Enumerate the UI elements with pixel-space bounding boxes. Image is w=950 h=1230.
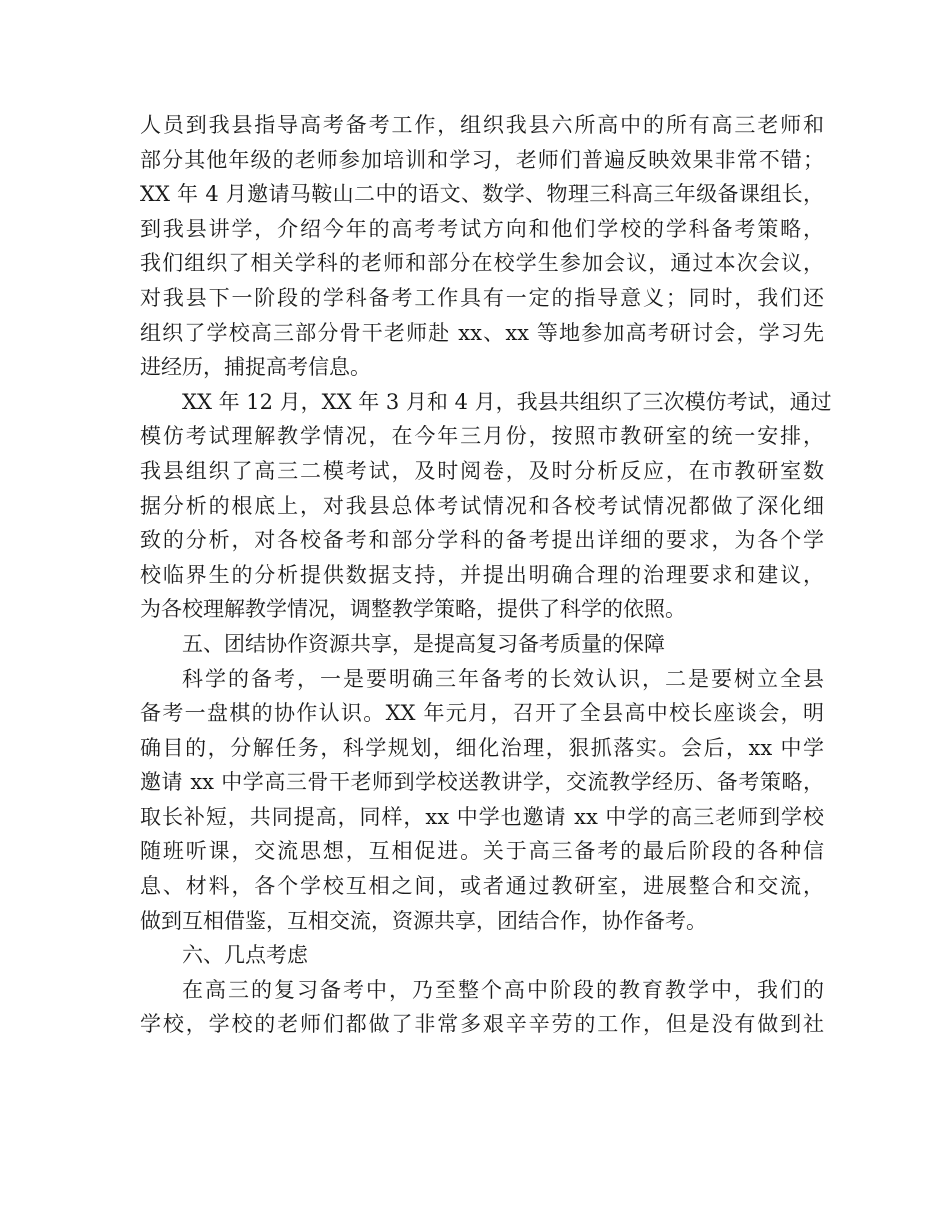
text-line: 据分析的根底上，对我县总体考试情况和各校考试情况都做了深化细 xyxy=(140,493,824,518)
text-line: 进经历，捕捉高考信息。 xyxy=(140,355,371,380)
text-line: 六、几点考虑 xyxy=(182,943,308,968)
text-line: 备考一盘棋的协作认识。XX 年元月，召开了全县高中校长座谈会，明 xyxy=(140,701,824,726)
text-line: 取长补短，共同提高，同样，xx 中学也邀请 xx 中学的高三老师到学校 xyxy=(140,804,824,829)
text-line: 科学的备考，一是要明确三年备考的长效认识，二是要树立全县 xyxy=(182,666,824,691)
text-line: 五、团结协作资源共享，是提高复习备考质量的保障 xyxy=(182,631,665,656)
text-line: 对我县下一阶段的学科备考工作具有一定的指导意义；同时，我们还 xyxy=(140,285,824,310)
text-line: 为各校理解教学情况，调整教学策略，提供了科学的依照。 xyxy=(140,597,686,622)
text-line: 人员到我县指导高考备考工作，组织我县六所高中的所有高三老师和 xyxy=(140,113,824,137)
text-line: 我县组织了高三二模考试，及时阅卷，及时分析反应，在市教研室数 xyxy=(140,458,824,483)
text-line: 做到互相借鉴，互相交流，资源共享，团结合作，协作备考。 xyxy=(140,908,707,933)
text-line: 随班听课，交流思想，互相促进。关于高三备考的最后阶段的各种信 xyxy=(140,839,824,864)
text-line: XX 年 12 月，XX 年 3 月和 4 月，我县共组织了三次模仿考试，通过 xyxy=(182,389,832,414)
text-line: 模仿考试理解教学情况，在今年三月份，按照市教研室的统一安排， xyxy=(140,424,824,449)
text-line: 在高三的复习备考中，乃至整个高中阶段的教育教学中，我们的 xyxy=(182,977,824,1002)
text-line: 致的分析，对各校备考和部分学科的备考提出详细的要求，为各个学 xyxy=(140,528,824,553)
text-line: 学校，学校的老师们都做了非常多艰辛辛劳的工作，但是没有做到社 xyxy=(140,1012,824,1037)
text-line: 息、材料，各个学校互相之间，或者通过教研室，进展整合和交流， xyxy=(140,874,824,899)
text-line: 我们组织了相关学科的老师和部分在校学生参加会议，通过本次会议， xyxy=(140,251,824,276)
text-line: 确目的，分解任务，科学规划，细化治理，狠抓落实。会后，xx 中学 xyxy=(140,735,824,760)
text-line: 组织了学校高三部分骨干老师赴 xx、xx 等地参加高考研讨会，学习先 xyxy=(140,320,824,345)
text-line: 部分其他年级的老师参加培训和学习，老师们普遍反映效果非常不错； xyxy=(140,147,824,172)
text-line: XX 年 4 月邀请马鞍山二中的语文、数学、物理三科高三年级备课组长， xyxy=(140,182,824,207)
text-line: 校临界生的分析提供数据支持，并提出明确合理的治理要求和建议， xyxy=(140,562,824,587)
document-body xyxy=(140,108,832,1042)
text-line: 到我县讲学，介绍今年的高考考试方向和他们学校的学科备考策略， xyxy=(140,216,824,241)
text-line: 邀请 xx 中学高三骨干老师到学校送教讲学，交流教学经历、备考策略， xyxy=(140,770,824,795)
